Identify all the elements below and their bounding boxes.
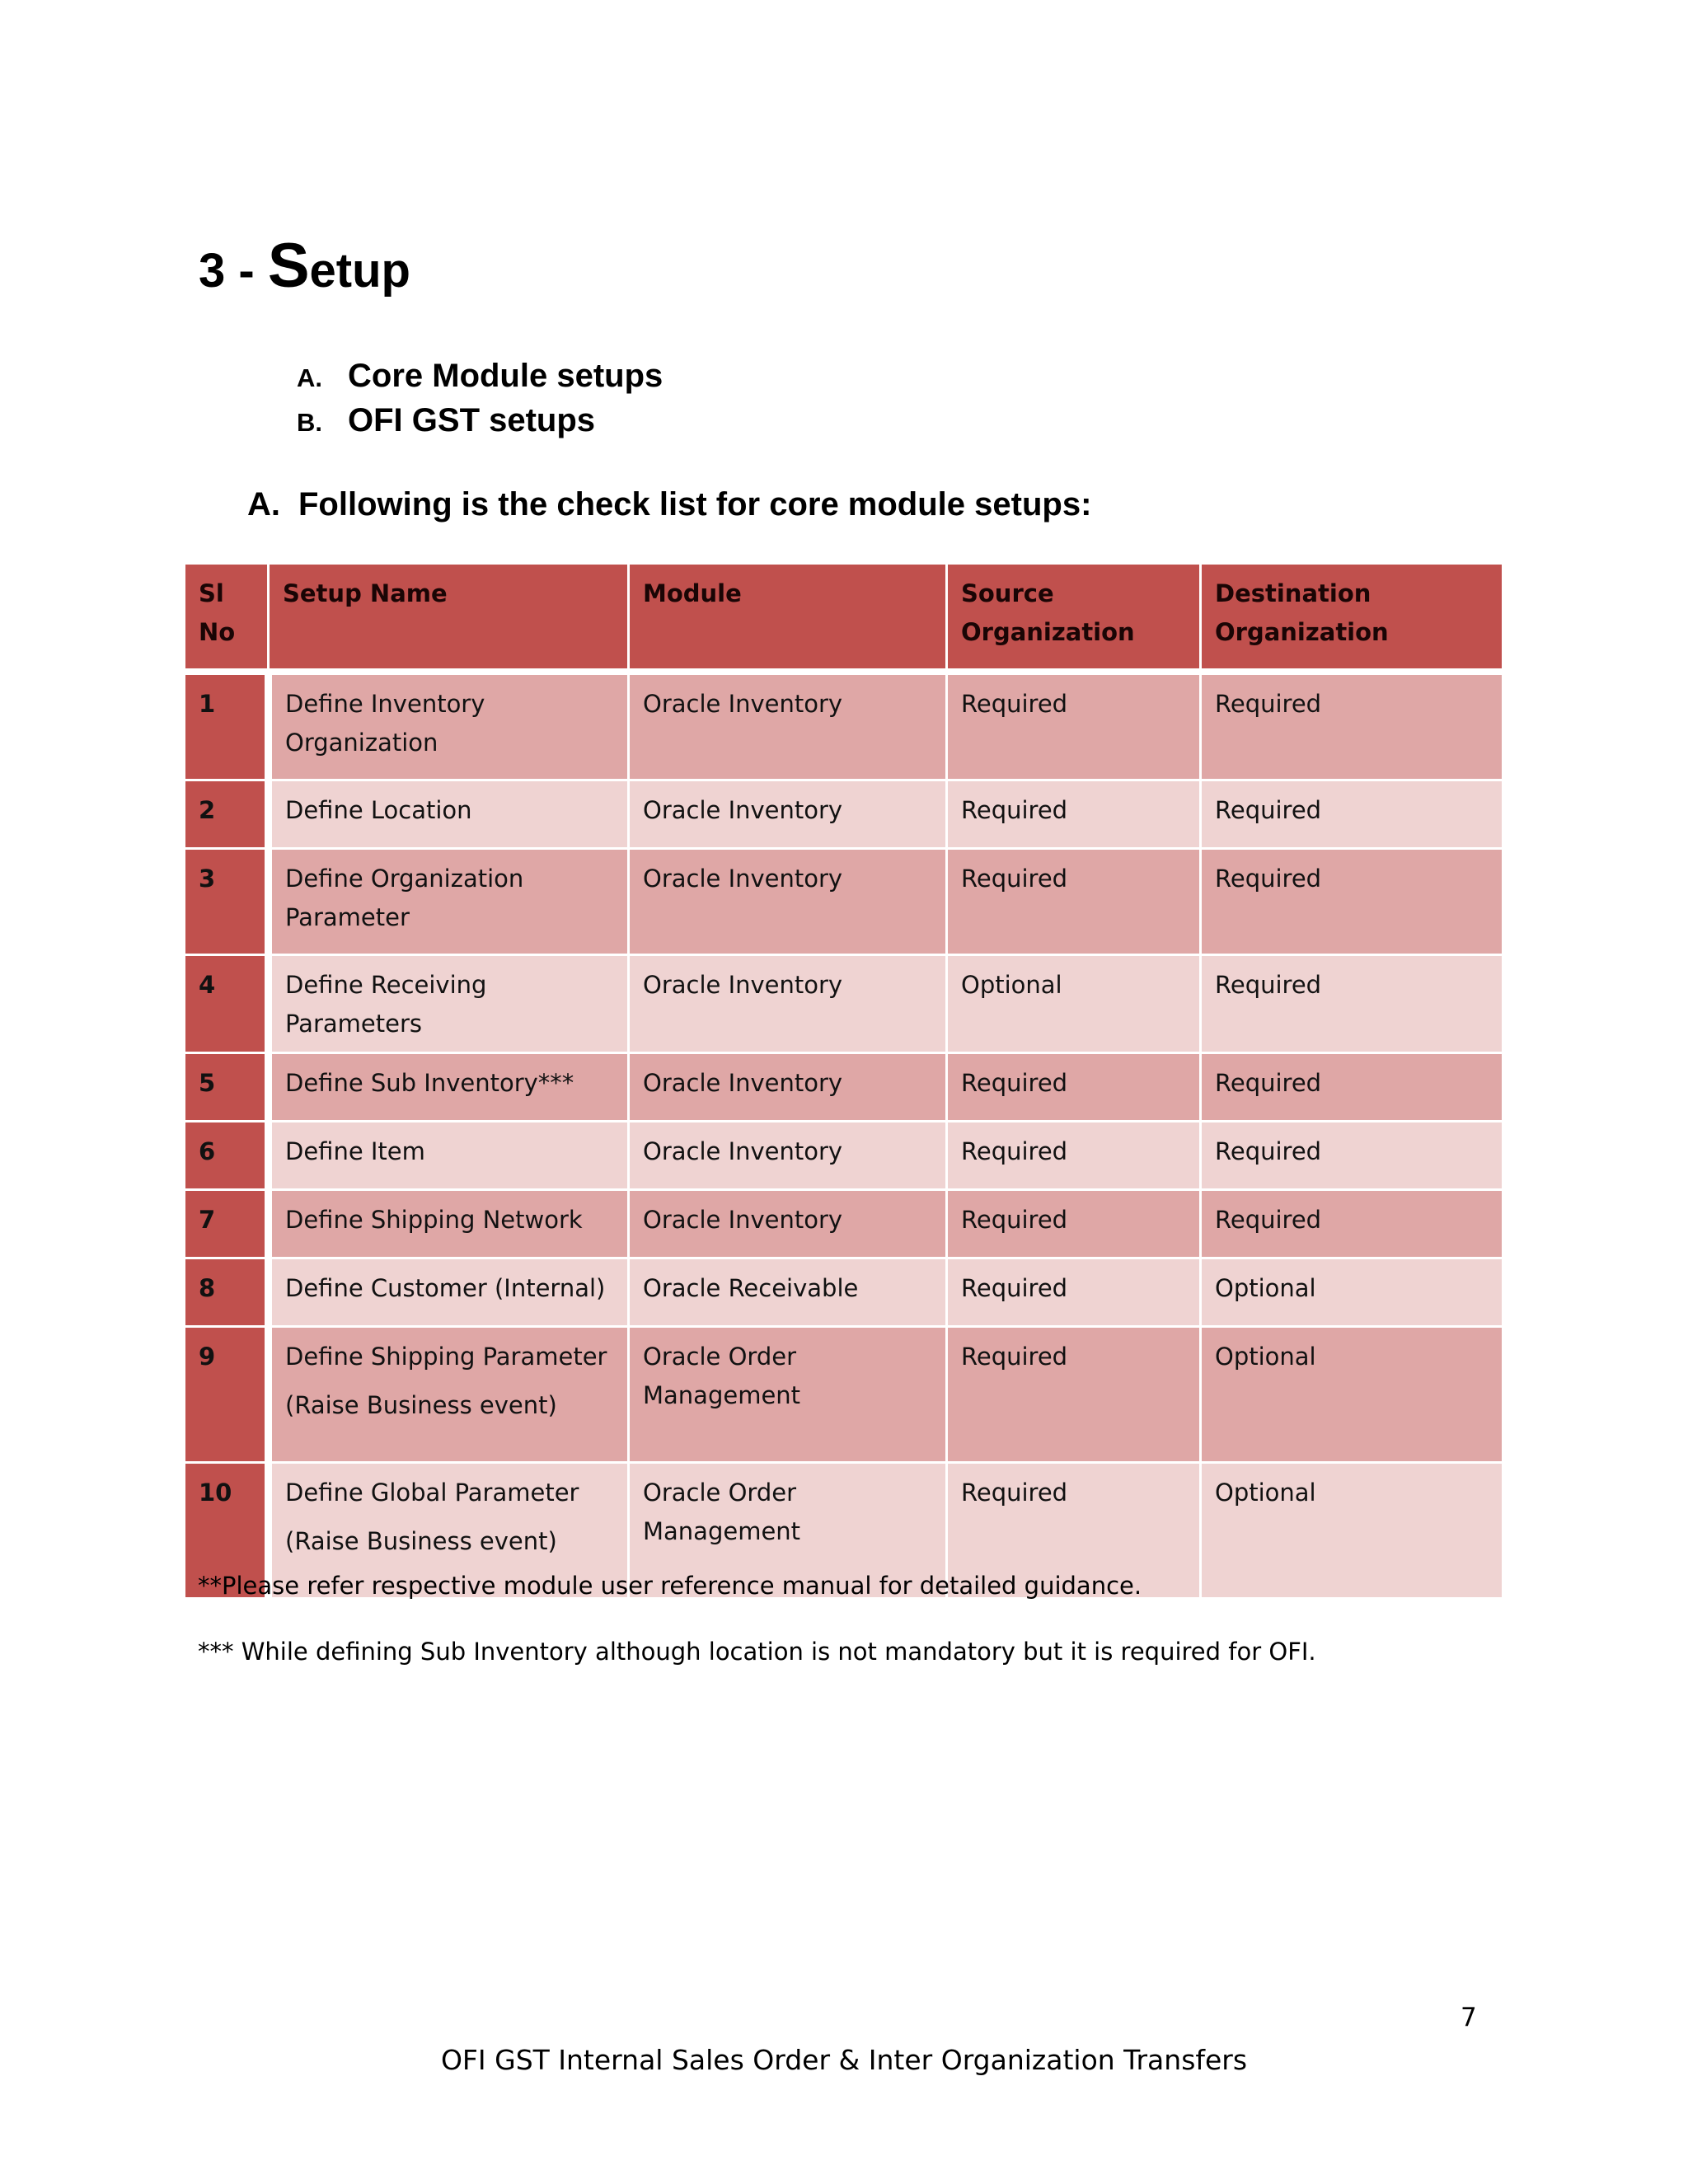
row-module: Oracle Inventory — [629, 1053, 947, 1122]
header-module: Module — [629, 564, 947, 673]
row-module: Oracle Receivable — [629, 1258, 947, 1327]
header-line: Organization — [961, 618, 1135, 646]
table-row — [185, 955, 1503, 1053]
page-title-number: 3 - — [199, 243, 268, 298]
row-module: Oracle Inventory — [629, 1190, 947, 1258]
outline-text: Core Module setups — [348, 358, 663, 394]
cell-line: Organization — [285, 729, 438, 757]
footer-document-title: OFI GST Internal Sales Order & Inter Organization Transfers — [440, 2044, 1248, 2076]
row-setup-name: Define Shipping Network — [269, 1190, 629, 1258]
header-destination-organization — [1201, 564, 1503, 673]
row-destination: Required — [1201, 849, 1503, 955]
cell-line: Define Organization — [285, 865, 524, 893]
row-destination: Optional — [1201, 1327, 1503, 1463]
row-source: Required — [947, 780, 1201, 849]
outline-item-ofi-gst — [297, 402, 663, 447]
page-title-initial: S — [267, 230, 310, 301]
cell-line: Oracle Order — [643, 1343, 796, 1371]
cell-line: (Raise Business event) — [285, 1391, 557, 1419]
row-setup-name: Define Location — [269, 780, 629, 849]
cell-line: Define Shipping Parameter — [285, 1343, 607, 1371]
section-heading-text: Following is the check list for core module setups: — [298, 486, 1092, 523]
row-module — [629, 1327, 947, 1463]
row-sl-no: 3 — [185, 849, 269, 955]
header-line: No — [199, 618, 236, 646]
cell-line: Parameter — [285, 903, 410, 931]
row-destination: Optional — [1201, 1463, 1503, 1599]
header-sl-no — [185, 564, 269, 673]
core-setup-checklist-table — [183, 562, 1504, 1600]
row-setup-name — [269, 849, 629, 955]
row-source: Required — [947, 1053, 1201, 1122]
cell-line: (Raise Business event) — [285, 1527, 557, 1555]
row-module: Oracle Inventory — [629, 672, 947, 780]
row-sl-no: 1 — [185, 672, 269, 780]
cell-line: Oracle Order — [643, 1479, 796, 1507]
row-source: Required — [947, 1327, 1201, 1463]
table-row — [185, 1122, 1503, 1190]
page-title — [199, 230, 410, 301]
row-module: Oracle Inventory — [629, 955, 947, 1053]
footnote-reference-manual: **Please refer respective module user reference manual for detailed guidance. — [198, 1572, 1142, 1600]
header-line: Destination — [1215, 579, 1372, 607]
header-setup-name: Setup Name — [269, 564, 629, 673]
row-module: Oracle Inventory — [629, 849, 947, 955]
footnote-sub-inventory: *** While defining Sub Inventory although location is not mandatory but it is required for OFI. — [198, 1638, 1316, 1666]
table-row — [185, 1327, 1503, 1463]
table-row — [185, 780, 1503, 849]
row-module: Oracle Inventory — [629, 780, 947, 849]
section-heading-marker: A. — [247, 486, 280, 523]
row-sl-no: 8 — [185, 1258, 269, 1327]
cell-line: Management — [643, 1381, 801, 1409]
row-source: Required — [947, 1463, 1201, 1599]
cell-line: Management — [643, 1517, 801, 1545]
outline-text: OFI GST setups — [348, 402, 596, 438]
row-setup-name: Define Sub Inventory*** — [269, 1053, 629, 1122]
row-sl-no: 10 — [185, 1463, 269, 1599]
cell-line: Define Inventory — [285, 690, 485, 718]
table-header-row — [185, 564, 1503, 673]
row-setup-name — [269, 672, 629, 780]
row-setup-name: Define Customer (Internal) — [269, 1258, 629, 1327]
setup-outline — [297, 358, 663, 447]
page-title-rest: etup — [309, 243, 410, 298]
row-source: Optional — [947, 955, 1201, 1053]
section-heading — [247, 486, 1091, 523]
row-source: Required — [947, 1122, 1201, 1190]
page-number: 7 — [1461, 2003, 1477, 2032]
header-line: Source — [961, 579, 1054, 607]
row-source: Required — [947, 1258, 1201, 1327]
row-setup-name: Define Item — [269, 1122, 629, 1190]
table-row — [185, 672, 1503, 780]
row-source: Required — [947, 672, 1201, 780]
row-source: Required — [947, 1190, 1201, 1258]
row-destination: Required — [1201, 1122, 1503, 1190]
outline-marker: B. — [297, 408, 322, 437]
table-row — [185, 1190, 1503, 1258]
table-row — [185, 1258, 1503, 1327]
row-sl-no: 2 — [185, 780, 269, 849]
row-destination: Required — [1201, 672, 1503, 780]
row-destination: Optional — [1201, 1258, 1503, 1327]
header-line: Organization — [1215, 618, 1389, 646]
row-source: Required — [947, 849, 1201, 955]
row-sl-no: 9 — [185, 1327, 269, 1463]
header-source-organization — [947, 564, 1201, 673]
table-row — [185, 1053, 1503, 1122]
table-row — [185, 849, 1503, 955]
outline-marker: A. — [297, 363, 322, 392]
row-destination: Required — [1201, 780, 1503, 849]
table-footnotes — [198, 1571, 1316, 1666]
row-destination: Required — [1201, 955, 1503, 1053]
row-destination: Required — [1201, 1190, 1503, 1258]
row-sl-no: 5 — [185, 1053, 269, 1122]
row-setup-name — [269, 1327, 629, 1463]
row-setup-name: Define Receiving Parameters — [269, 955, 629, 1053]
row-module: Oracle Inventory — [629, 1122, 947, 1190]
row-sl-no: 6 — [185, 1122, 269, 1190]
row-destination: Required — [1201, 1053, 1503, 1122]
row-sl-no: 4 — [185, 955, 269, 1053]
outline-item-core — [297, 358, 663, 402]
cell-line: Define Global Parameter — [285, 1479, 579, 1507]
header-line: Sl — [199, 579, 224, 607]
row-sl-no: 7 — [185, 1190, 269, 1258]
